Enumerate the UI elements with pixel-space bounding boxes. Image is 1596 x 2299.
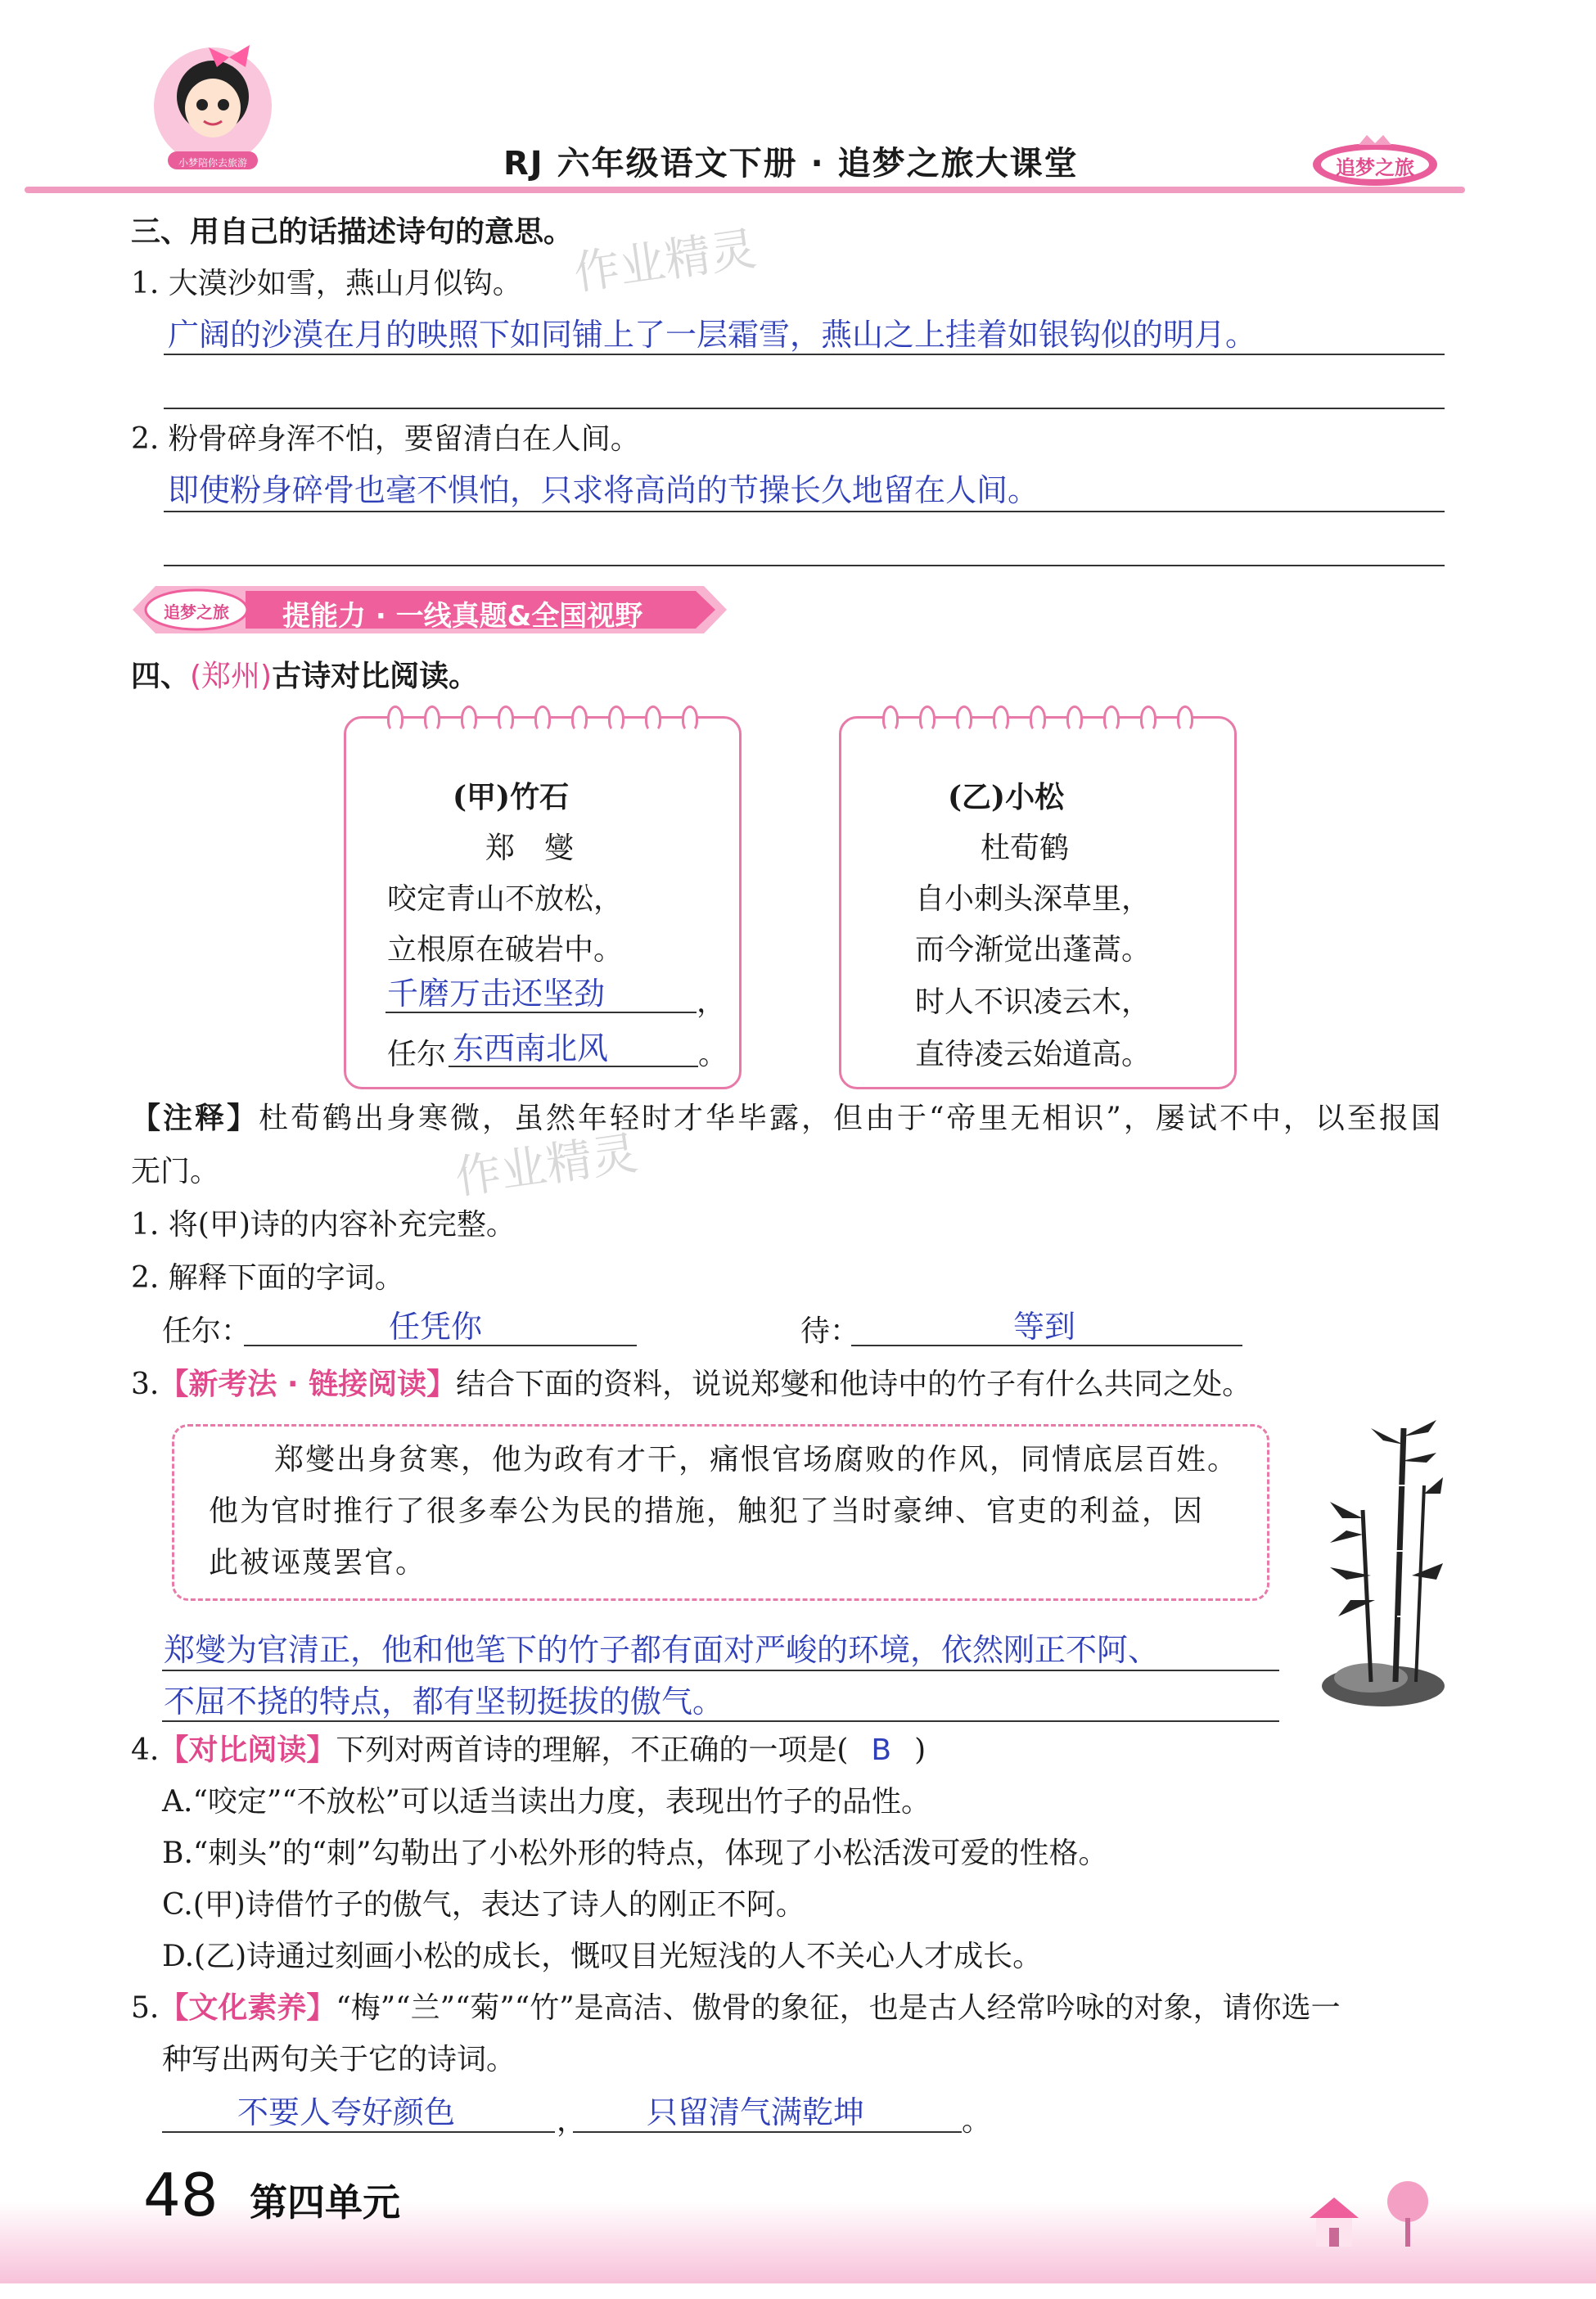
s3-item1-prompt: 1. 大漠沙如雪，燕山月似钩。	[131, 267, 522, 300]
section4-heading	[131, 659, 478, 695]
poem-b-author: 杜荀鹤	[981, 832, 1070, 865]
s3-item2-prompt: 2. 粉骨碎身浑不怕，要留清白在人间。	[131, 422, 640, 456]
watermark: 作业精灵	[570, 222, 760, 301]
section-banner	[131, 583, 728, 637]
poem-a-blank2-punct: 。	[698, 1038, 728, 1071]
answer-line	[164, 408, 1445, 409]
q3	[131, 1367, 1251, 1403]
poem-a-blank1-punct: ，	[697, 985, 727, 1019]
mascot-caption: 小梦陪你去旅游	[178, 157, 247, 169]
q4-option-c: C.(甲)诗借竹子的傲气，表达了诗人的刚正不阿。	[162, 1888, 805, 1922]
q4-tag: 【对比阅读】	[159, 1733, 336, 1767]
q2: 2. 解释下面的字词。	[131, 1261, 404, 1295]
blank-line	[573, 2131, 962, 2133]
q1: 1. 将(甲)诗的内容补充完整。	[131, 1208, 516, 1242]
poem-a-line1: 咬定青山不放松，	[387, 882, 624, 916]
q4-close: )	[914, 1733, 926, 1767]
poem-a-line4-prefix: 任尔	[387, 1038, 447, 1071]
s4-prefix: 四、	[131, 660, 191, 693]
material-line1: 郑燮出身贫寒，他为政有才干，痛恨官场腐败的作风，同情底层百姓。	[274, 1443, 1239, 1476]
poem-b-line2: 而今渐觉出蓬蒿。	[915, 933, 1152, 967]
header-logo-badge	[1310, 135, 1440, 189]
bamboo-illustration	[1314, 1412, 1445, 1711]
poem-b-title: (乙)小松	[948, 780, 1065, 814]
blank-line	[244, 1345, 637, 1346]
poem-a-blank2-answer: 东西南北风	[453, 1030, 609, 1066]
q4-num: 4.	[131, 1733, 160, 1767]
q4	[131, 1733, 926, 1769]
header-title: RJ 六年级语文下册 · 追梦之旅大课堂	[503, 145, 1079, 183]
section3-heading: 三、用自己的话描述诗句的意思。	[131, 215, 574, 249]
answer-line	[164, 565, 1445, 566]
q4-answer: B	[871, 1733, 892, 1767]
unit-label: 第四单元	[250, 2180, 400, 2225]
notebook-rings	[882, 705, 1193, 730]
header-rule	[25, 187, 1465, 193]
answer-line	[164, 354, 1445, 355]
answer-line	[162, 1720, 1279, 1722]
answer-line	[162, 1670, 1279, 1671]
s3-item2-answer: 即使粉身碎骨也毫不惧怕，只求将高尚的节操长久地留在人间。	[168, 472, 1039, 508]
page-number: 48	[143, 2161, 219, 2229]
note-text-cont: 无门。	[131, 1155, 220, 1188]
s4-region-tag: (郑州)	[190, 660, 273, 693]
blank-line	[162, 2131, 555, 2133]
q5-answer1: 不要人夸好颜色	[237, 2094, 456, 2130]
q3-text: 结合下面的资料，说说郑燮和他诗中的竹子有什么共同之处。	[456, 1368, 1252, 1401]
s4-heading-text: 古诗对比阅读。	[272, 660, 479, 693]
note-text: 杜荀鹤出身寒微，虽然年轻时才华毕露，但由于“帝里无相识”，屡试不中，以至报国	[259, 1102, 1443, 1135]
q5-text: “梅”“兰”“菊”“竹”是高洁、傲骨的象征，也是古人经常吟咏的对象，请你选一	[336, 1991, 1341, 2025]
header-logo-text: 追梦之旅	[1336, 156, 1414, 179]
poem-b-line1: 自小刺头深草里，	[915, 882, 1152, 916]
poem-a-blank1-answer: 千磨万击还坚劲	[387, 976, 606, 1012]
q5-text-cont: 种写出两句关于它的诗词。	[162, 2043, 516, 2076]
note-label: 【注释】	[131, 1102, 259, 1135]
banner-text: 提能力 · 一线真题&全国视野	[282, 600, 643, 633]
q4-option-d: D.(乙)诗通过刻画小松的成长，慨叹目光短浅的人不关心人才成长。	[162, 1940, 1043, 1973]
q3-answer-line2: 不屈不挠的特点，都有坚韧挺拔的傲气。	[164, 1684, 724, 1720]
notebook-rings	[387, 705, 698, 730]
answer-line	[164, 511, 1445, 512]
watermark: 作业精灵	[452, 1126, 642, 1206]
q5-answer2: 只留清气满乾坤	[647, 2094, 865, 2130]
q3-answer-line1: 郑燮为官清正，他和他笔下的竹子都有面对严峻的环境，依然刚正不阿、	[164, 1632, 1160, 1668]
q2-answer2: 等到	[1013, 1309, 1076, 1345]
poem-a-card	[344, 716, 742, 1089]
blank-line	[449, 1066, 698, 1067]
q3-num: 3.	[131, 1368, 160, 1401]
q4-option-b: B.“刺头”的“刺”勾勒出了小松外形的特点，体现了小松活泼可爱的性格。	[162, 1837, 1108, 1870]
q4-option-a: A.“咬定”“不放松”可以适当读出力度，表现出竹子的品性。	[162, 1785, 931, 1819]
banner-logo: 追梦之旅	[164, 602, 229, 622]
house-illustration	[1277, 2177, 1440, 2251]
s3-item1-answer: 广阔的沙漠在月的映照下如同铺上了一层霜雪，燕山之上挂着如银钩似的明月。	[168, 317, 1257, 353]
poem-a-author: 郑 燮	[485, 832, 575, 865]
q3-tag: 【新考法 · 链接阅读】	[159, 1368, 457, 1401]
blank-line	[851, 1345, 1242, 1346]
q5	[131, 1990, 1341, 2026]
q2-answer1: 任凭你	[389, 1309, 483, 1345]
q2-word1: 任尔：	[162, 1314, 251, 1348]
material-line2: 他为官时推行了很多奉公为民的措施，触犯了当时豪绅、官吏的利益，因	[209, 1494, 1205, 1528]
poem-a-line2: 立根原在破岩中。	[387, 933, 624, 967]
blank-line	[385, 1012, 697, 1013]
q5-num: 5.	[131, 1991, 160, 2025]
poem-b-card	[839, 716, 1237, 1089]
q4-text: 下列对两首诗的理解，不正确的一项是(	[336, 1733, 849, 1767]
poem-b-line4: 直待凌云始道高。	[915, 1038, 1152, 1071]
mascot-logo	[151, 33, 274, 188]
q5-tag: 【文化素养】	[159, 1991, 336, 2025]
poem-b-line3: 时人不识凌云木，	[915, 985, 1152, 1019]
material-line3: 此被诬蔑罢官。	[209, 1546, 427, 1580]
note	[131, 1101, 1443, 1137]
q2-word2: 待：	[800, 1314, 860, 1348]
poem-a-title: (甲)竹石	[453, 780, 570, 814]
q5-end: 。	[962, 2104, 992, 2138]
q5-sep: ，	[557, 2104, 587, 2138]
